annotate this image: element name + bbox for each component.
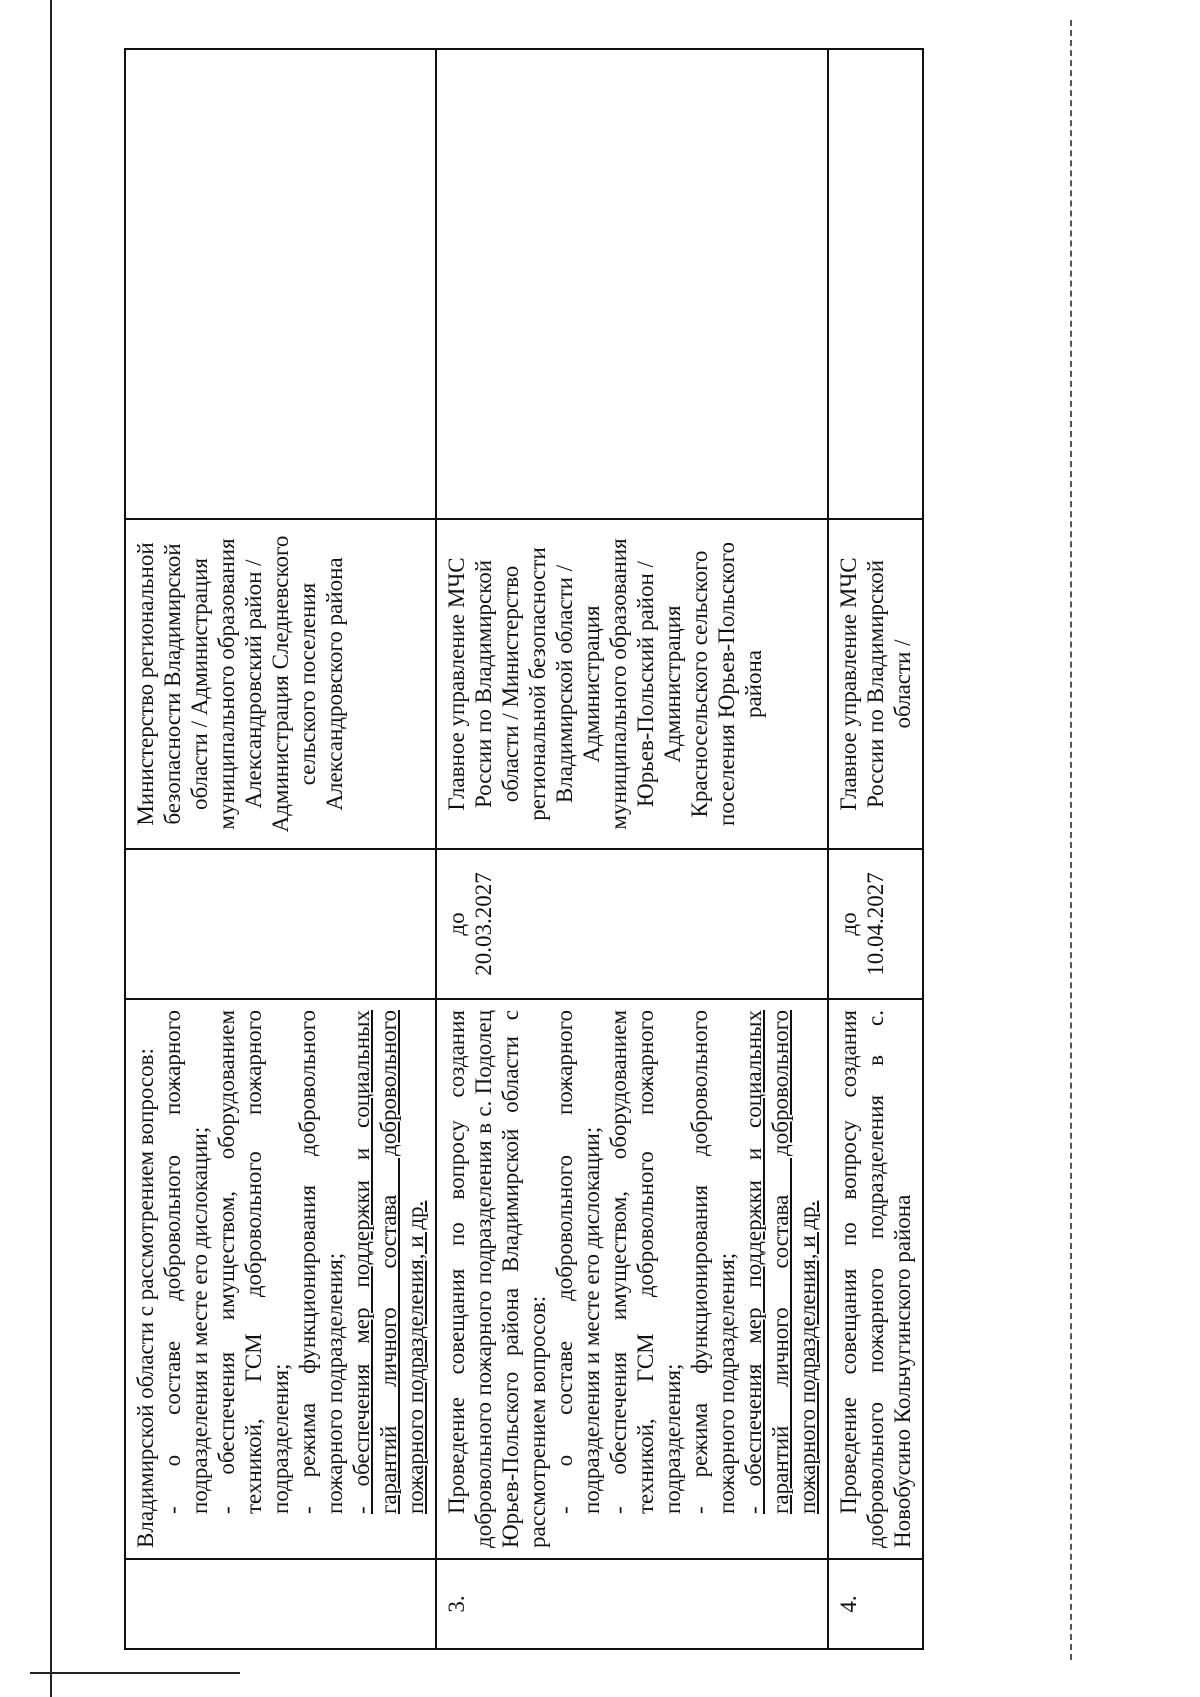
- description-line: - о составе добровольного пожарного подразделения и месте его дислокации;: [160, 1010, 212, 1514]
- measure-description: [828, 999, 923, 1559]
- table-row: [436, 49, 828, 1649]
- responsible-parties: Главное управление МЧС России по Владимирской области /: [828, 519, 923, 849]
- responsible-parties: Главное управление МЧС России по Владимирской области / Министерство региональной безопасности Владимирской области / Администрация муниципального образования Юрьев-Польский район / Администрация Красносельского сельского поселения Юрьев-Польского района: [436, 519, 828, 849]
- row-number: [125, 1559, 436, 1649]
- table-row: [828, 49, 923, 1649]
- action-plan-table: [124, 48, 924, 1650]
- description-line: Проведение совещания по вопросу создания добровольного пожарного подразделения в с. Подолец Юрьев-Польского района Владимирской области с рассмотрением вопросов:: [444, 1010, 550, 1548]
- empty-cell: [125, 49, 436, 519]
- measure-description: [436, 999, 828, 1559]
- rotated-table-container: [100, 40, 1080, 1680]
- deadline: [125, 849, 436, 999]
- description-line: Владимирской области с рассмотрением вопросов:: [133, 1048, 158, 1548]
- deadline-date: 20.03.2027: [471, 872, 496, 976]
- deadline-prefix: до: [836, 912, 861, 936]
- deadline: [828, 849, 923, 999]
- responsible-parties: Министерство региональной безопасности Владимирской области / Администрация муниципального образования Александровский район / Администрация Следневского сельского поселения Александровского района: [125, 519, 436, 849]
- description-line: - обеспечения имуществом, оборудованием техникой, ГСМ добровольного пожарного подразделения;: [606, 1010, 685, 1514]
- description-line: Проведение совещания по вопросу создания добровольного пожарного подразделения в с. Новобусино Кольчугинского района: [836, 1010, 915, 1548]
- description-line: - режима функционирования добровольного пожарного подразделения;: [687, 1010, 739, 1514]
- deadline: [436, 849, 828, 999]
- measure-description: [125, 999, 436, 1559]
- description-line: - обеспечения мер поддержки и социальных гарантий личного состава добровольного пожарного подразделения, и др.: [741, 1010, 820, 1514]
- deadline-date: 10.04.2027: [863, 872, 888, 976]
- description-line: - режима функционирования добровольного пожарного подразделения;: [295, 1010, 347, 1514]
- description-line: - о составе добровольного пожарного подразделения и месте его дислокации;: [552, 1010, 604, 1514]
- empty-cell: [436, 49, 828, 519]
- description-line: - обеспечения мер поддержки и социальных гарантий личного состава добровольного пожарного подразделения, и др.: [349, 1010, 428, 1514]
- row-number: 3.: [436, 1559, 828, 1649]
- empty-cell: [828, 49, 923, 519]
- description-line: - обеспечения имуществом, оборудованием техникой, ГСМ добровольного пожарного подразделения;: [214, 1010, 293, 1514]
- deadline-prefix: до: [444, 912, 469, 936]
- table-row: [125, 49, 436, 1649]
- left-margin-line: [50, 0, 52, 1697]
- row-number: 4.: [828, 1559, 923, 1649]
